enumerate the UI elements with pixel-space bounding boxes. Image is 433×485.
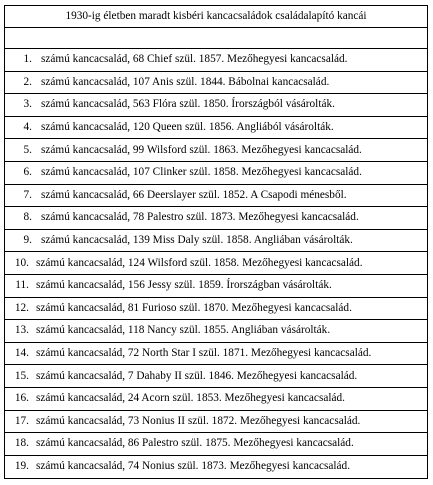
table-row bbox=[5, 252, 428, 275]
blank-row bbox=[5, 28, 428, 49]
row-cell bbox=[5, 274, 428, 297]
row-text: számú kancacsalád, 66 Deerslayer szül. 1852. A Csapodi ménesből. bbox=[41, 188, 347, 201]
table-row bbox=[5, 139, 428, 162]
row-number: 4. bbox=[23, 121, 32, 134]
row-number: 7. bbox=[23, 188, 32, 201]
row-cell bbox=[5, 161, 428, 184]
row-text: számú kancacsalád, 107 Clinker szül. 1858. Mezőhegyesi kancacsalád. bbox=[41, 166, 362, 179]
title-row bbox=[5, 6, 428, 28]
row-text: számú kancacsalád, 139 Miss Daly szül. 1858. Angliában vásárolták. bbox=[41, 234, 353, 247]
row-text: számú kancacsalád, 72 North Star I szül. 1871. Mezőhegyesi kancacsalád. bbox=[36, 347, 372, 360]
row-cell bbox=[5, 320, 428, 343]
table-row bbox=[5, 320, 428, 343]
row-text: számú kancacsalád, 68 Chief szül. 1857. Mezőhegyesi kancacsalád. bbox=[41, 53, 348, 66]
table-row bbox=[5, 342, 428, 365]
row-number: 12. bbox=[14, 301, 29, 314]
row-cell bbox=[5, 387, 428, 410]
table-row bbox=[5, 274, 428, 297]
table-row bbox=[5, 161, 428, 184]
row-cell bbox=[5, 342, 428, 365]
row-number: 2. bbox=[23, 75, 32, 88]
table-row bbox=[5, 94, 428, 117]
row-cell bbox=[5, 207, 428, 230]
table-row bbox=[5, 387, 428, 410]
table-row bbox=[5, 365, 428, 388]
row-text: számú kancacsalád, 73 Nonius II szül. 1872. Mezőhegyesi kancacsalád. bbox=[36, 414, 361, 427]
row-cell bbox=[5, 229, 428, 252]
table-row bbox=[5, 297, 428, 320]
row-number: 15. bbox=[14, 369, 29, 382]
mare-families-table bbox=[4, 5, 428, 479]
row-text: számú kancacsalád, 563 Flóra szül. 1850. Írországból vásárolták. bbox=[41, 98, 335, 111]
row-number: 5. bbox=[23, 143, 32, 156]
row-text: számú kancacsalád, 7 Dahaby II szül. 1846. Mezőhegyesi kancacsalád. bbox=[36, 369, 358, 382]
table-row bbox=[5, 207, 428, 230]
row-number: 3. bbox=[23, 98, 32, 111]
row-cell bbox=[5, 365, 428, 388]
row-cell bbox=[5, 94, 428, 117]
table-body bbox=[5, 6, 428, 479]
table-row bbox=[5, 410, 428, 433]
row-number: 1. bbox=[23, 53, 32, 66]
row-text: számú kancacsalád, 156 Jessy szül. 1859. Írországban vásárolták. bbox=[36, 279, 332, 292]
row-cell bbox=[5, 49, 428, 72]
row-text: számú kancacsalád, 124 Wilsford szül. 1858. Mezőhegyesi kancacsalád. bbox=[36, 256, 363, 269]
row-cell bbox=[5, 139, 428, 162]
row-number: 6. bbox=[23, 166, 32, 179]
row-cell bbox=[5, 433, 428, 456]
row-number: 18. bbox=[14, 437, 29, 450]
table-row bbox=[5, 433, 428, 456]
row-text: számú kancacsalád, 86 Palestro szül. 1875. Mezőhegyesi kancacsalád. bbox=[36, 437, 354, 450]
row-text: számú kancacsalád, 24 Acorn szül. 1853. Mezőhegyesi kancacsalád. bbox=[36, 392, 345, 405]
row-cell bbox=[5, 455, 428, 478]
table-row bbox=[5, 116, 428, 139]
row-number: 13. bbox=[14, 324, 29, 337]
row-number: 17. bbox=[14, 414, 29, 427]
row-number: 8. bbox=[23, 211, 32, 224]
table-row bbox=[5, 49, 428, 72]
row-text: számú kancacsalád, 74 Nonius szül. 1873. Mezőhegyesi kancacsalád. bbox=[36, 460, 351, 473]
row-cell bbox=[5, 410, 428, 433]
row-cell bbox=[5, 297, 428, 320]
row-cell bbox=[5, 116, 428, 139]
row-number: 9. bbox=[23, 234, 32, 247]
row-cell bbox=[5, 252, 428, 275]
row-number: 14. bbox=[14, 347, 29, 360]
table-title: 1930-ig életben maradt kisbéri kancacsaládok családalapító kancái bbox=[5, 6, 428, 28]
row-text: számú kancacsalád, 99 Wilsford szül. 1863. Mezőhegyesi kancacsalád. bbox=[41, 143, 362, 156]
row-text: számú kancacsalád, 107 Anis szül. 1844. Bábolnai kancacsalád. bbox=[41, 75, 330, 88]
row-text: számú kancacsalád, 78 Palestro szül. 1873. Mezőhegyesi kancacsalád. bbox=[41, 211, 359, 224]
table-row bbox=[5, 229, 428, 252]
row-number: 16. bbox=[14, 392, 29, 405]
table-row bbox=[5, 184, 428, 207]
row-text: számú kancacsalád, 118 Nancy szül. 1855. Angliában vásárolták. bbox=[36, 324, 331, 337]
row-text: számú kancacsalád, 120 Queen szül. 1856. Angliából vásárolták. bbox=[41, 121, 334, 134]
row-text: számú kancacsalád, 81 Furioso szül. 1870. Mezőhegyesi kancacsalád. bbox=[36, 301, 352, 314]
blank-cell bbox=[5, 28, 428, 49]
table-row bbox=[5, 71, 428, 94]
row-number: 10. bbox=[14, 256, 29, 269]
row-cell bbox=[5, 71, 428, 94]
row-number: 19. bbox=[14, 460, 29, 473]
row-number: 11. bbox=[15, 279, 29, 292]
table-row bbox=[5, 455, 428, 478]
row-cell bbox=[5, 184, 428, 207]
